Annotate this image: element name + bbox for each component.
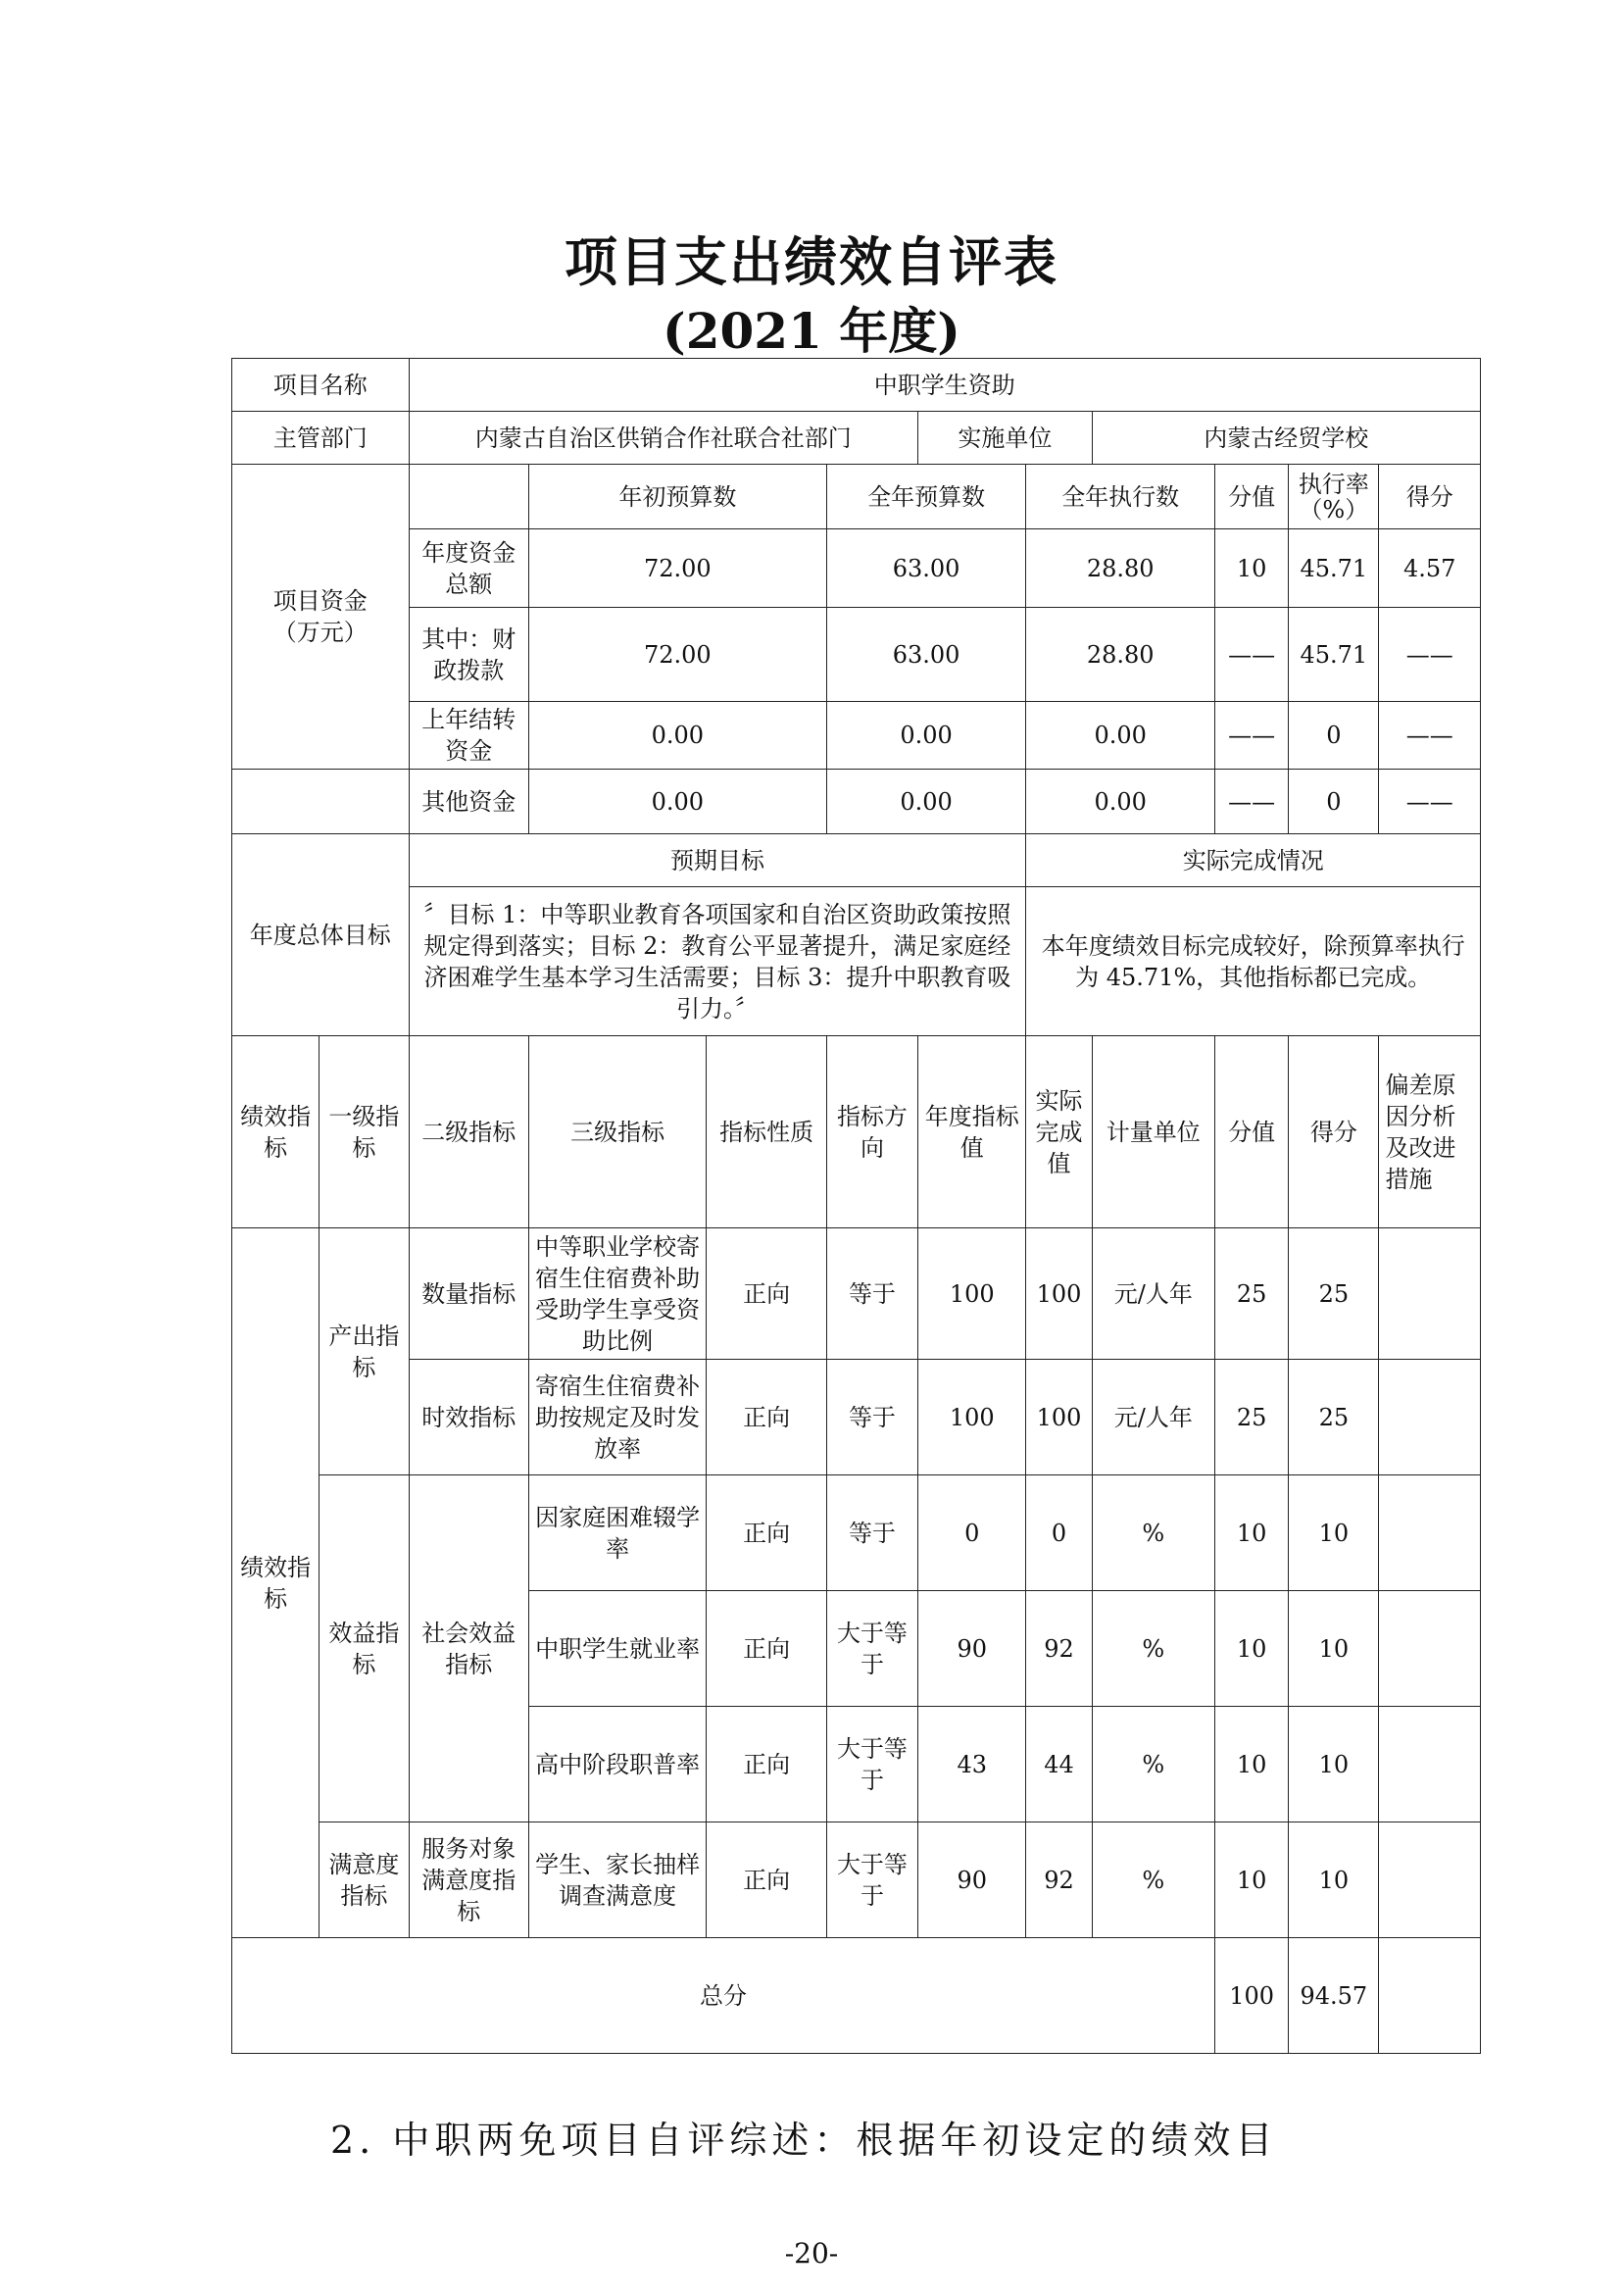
ind-header-score-val: 分值 [1214,1036,1288,1228]
funds-row-name: 上年结转资金 [409,702,528,770]
ind-actual: 44 [1026,1707,1092,1822]
ind-header-note: 偏差原因分析及改进措施 [1379,1036,1481,1228]
body-paragraph: 2. 中职两免项目自评综述：根据年初设定的绩效目 [330,2119,1278,2162]
funds-row-name: 年度资金总额 [409,529,528,608]
funds-row-exec: 28.80 [1026,529,1215,608]
ind-actual: 92 [1026,1822,1092,1938]
funds-row-init: 72.00 [528,608,826,702]
ind-direction: 大于等于 [826,1591,917,1707]
goals-expected-text: 〞目标 1：中等职业教育各项国家和自治区资助政策按照规定得到落实；目标 2：教育公平显著提升，满足家庭经济困难学生基本学习生活需要；目标 3：提升中职教育吸引力。〞 [409,887,1026,1036]
funds-row-score: —— [1379,608,1481,702]
ind-target: 100 [918,1228,1026,1360]
ind-unit: % [1092,1707,1214,1822]
ind-score: 10 [1289,1475,1379,1591]
ind-score-val: 10 [1214,1707,1288,1822]
ind-note [1379,1822,1481,1938]
funds-header-rate: 执行率 （%） [1289,465,1379,529]
total-label: 总分 [232,1938,1215,2054]
total-score: 94.57 [1289,1938,1379,2054]
dept-value: 内蒙古自治区供销合作社联合社部门 [409,412,918,465]
page-number: -20- [784,2237,839,2270]
ind-level2: 社会效益指标 [409,1475,528,1822]
unit-label: 实施单位 [918,412,1093,465]
ind-note [1379,1228,1481,1360]
funds-row-exec: 0.00 [1026,702,1215,770]
ind-level2: 时效指标 [409,1360,528,1475]
ind-score-val: 25 [1214,1360,1288,1475]
funds-header-full: 全年预算数 [826,465,1026,529]
ind-actual: 100 [1026,1228,1092,1360]
ind-unit: % [1092,1475,1214,1591]
ind-target: 90 [918,1591,1026,1707]
ind-note [1379,1707,1481,1822]
funds-header-score-val: 分值 [1214,465,1288,529]
ind-nature: 正向 [707,1707,826,1822]
goals-label: 年度总体目标 [232,834,410,1036]
ind-header-level1: 一级指标 [320,1036,409,1228]
funds-header-init: 年初预算数 [528,465,826,529]
ind-header-actual: 实际完成值 [1026,1036,1092,1228]
ind-actual: 100 [1026,1360,1092,1475]
goals-actual-text: 本年度绩效目标完成较好，除预算率执行为 45.71%，其他指标都已完成。 [1026,887,1481,1036]
funds-header-blank [409,465,528,529]
project-name-value: 中职学生资助 [409,359,1480,412]
ind-header-level3: 三级指标 [528,1036,707,1228]
ind-unit: % [1092,1591,1214,1707]
ind-score: 25 [1289,1228,1379,1360]
ind-level2: 数量指标 [409,1228,528,1360]
ind-direction: 等于 [826,1475,917,1591]
funds-row-rate: 0 [1289,770,1379,834]
ind-direction: 大于等于 [826,1822,917,1938]
ind-header-level2: 二级指标 [409,1036,528,1228]
ind-direction: 等于 [826,1360,917,1475]
document-subtitle: (2021 年度) [663,302,960,360]
ind-score: 10 [1289,1707,1379,1822]
goals-actual-header: 实际完成情况 [1026,834,1481,887]
ind-score-val: 10 [1214,1475,1288,1591]
ind-target: 100 [918,1360,1026,1475]
total-note [1379,1938,1481,2054]
total-score-val: 100 [1214,1938,1288,2054]
ind-note [1379,1475,1481,1591]
funds-row-full: 0.00 [826,702,1026,770]
ind-level3: 寄宿生住宿费补助按规定及时发放率 [528,1360,707,1475]
ind-level3: 高中阶段职普率 [528,1707,707,1822]
ind-nature: 正向 [707,1360,826,1475]
ind-score-val: 10 [1214,1822,1288,1938]
funds-row-score-val: —— [1214,702,1288,770]
funds-blank-cell [232,770,410,834]
ind-score: 10 [1289,1591,1379,1707]
funds-row-rate: 45.71 [1289,529,1379,608]
ind-unit: 元/人年 [1092,1360,1214,1475]
funds-header-exec: 全年执行数 [1026,465,1215,529]
ind-target: 0 [918,1475,1026,1591]
ind-target: 43 [918,1707,1026,1822]
ind-direction: 大于等于 [826,1707,917,1822]
funds-row-score: 4.57 [1379,529,1481,608]
funds-row-score-val: 10 [1214,529,1288,608]
ind-header-score: 得分 [1289,1036,1379,1228]
ind-level3: 学生、家长抽样调查满意度 [528,1822,707,1938]
dept-label: 主管部门 [232,412,410,465]
funds-row-exec: 0.00 [1026,770,1215,834]
document-title: 项目支出绩效自评表 [565,230,1058,293]
ind-level1: 产出指标 [320,1228,409,1475]
ind-unit: % [1092,1822,1214,1938]
funds-row-score-val: —— [1214,608,1288,702]
ind-target: 90 [918,1822,1026,1938]
funds-row-score: —— [1379,702,1481,770]
ind-note [1379,1360,1481,1475]
ind-level2: 服务对象满意度指标 [409,1822,528,1938]
ind-score: 10 [1289,1822,1379,1938]
ind-score: 25 [1289,1360,1379,1475]
ind-header-nature: 指标性质 [707,1036,826,1228]
ind-level1: 满意度指标 [320,1822,409,1938]
ind-header-group: 绩效指标 [232,1036,320,1228]
ind-score-val: 10 [1214,1591,1288,1707]
ind-unit: 元/人年 [1092,1228,1214,1360]
ind-nature: 正向 [707,1475,826,1591]
ind-group-label: 绩效指标 [232,1228,320,1938]
funds-row-full: 63.00 [826,608,1026,702]
funds-row-name: 其他资金 [409,770,528,834]
goals-expected-header: 预期目标 [409,834,1026,887]
ind-level3: 因家庭困难辍学率 [528,1475,707,1591]
funds-row-exec: 28.80 [1026,608,1215,702]
performance-table [231,358,1481,2054]
project-name-label: 项目名称 [232,359,410,412]
ind-actual: 92 [1026,1591,1092,1707]
ind-direction: 等于 [826,1228,917,1360]
ind-note [1379,1591,1481,1707]
ind-level3: 中等职业学校寄宿生住宿费补助受助学生享受资助比例 [528,1228,707,1360]
ind-actual: 0 [1026,1475,1092,1591]
ind-header-direction: 指标方向 [826,1036,917,1228]
funds-row-name: 其中：财政拨款 [409,608,528,702]
funds-row-rate: 0 [1289,702,1379,770]
ind-header-target: 年度指标值 [918,1036,1026,1228]
unit-value: 内蒙古经贸学校 [1092,412,1480,465]
funds-row-full: 63.00 [826,529,1026,608]
funds-row-init: 0.00 [528,770,826,834]
funds-row-init: 0.00 [528,702,826,770]
ind-level3: 中职学生就业率 [528,1591,707,1707]
funds-row-init: 72.00 [528,529,826,608]
ind-header-unit: 计量单位 [1092,1036,1214,1228]
ind-level1: 效益指标 [320,1475,409,1822]
ind-score-val: 25 [1214,1228,1288,1360]
funds-row-score: —— [1379,770,1481,834]
funds-row-full: 0.00 [826,770,1026,834]
ind-nature: 正向 [707,1822,826,1938]
funds-row-rate: 45.71 [1289,608,1379,702]
ind-nature: 正向 [707,1228,826,1360]
funds-header-score: 得分 [1379,465,1481,529]
ind-nature: 正向 [707,1591,826,1707]
funds-row-score-val: —— [1214,770,1288,834]
funds-label: 项目资金 （万元） [232,465,410,770]
